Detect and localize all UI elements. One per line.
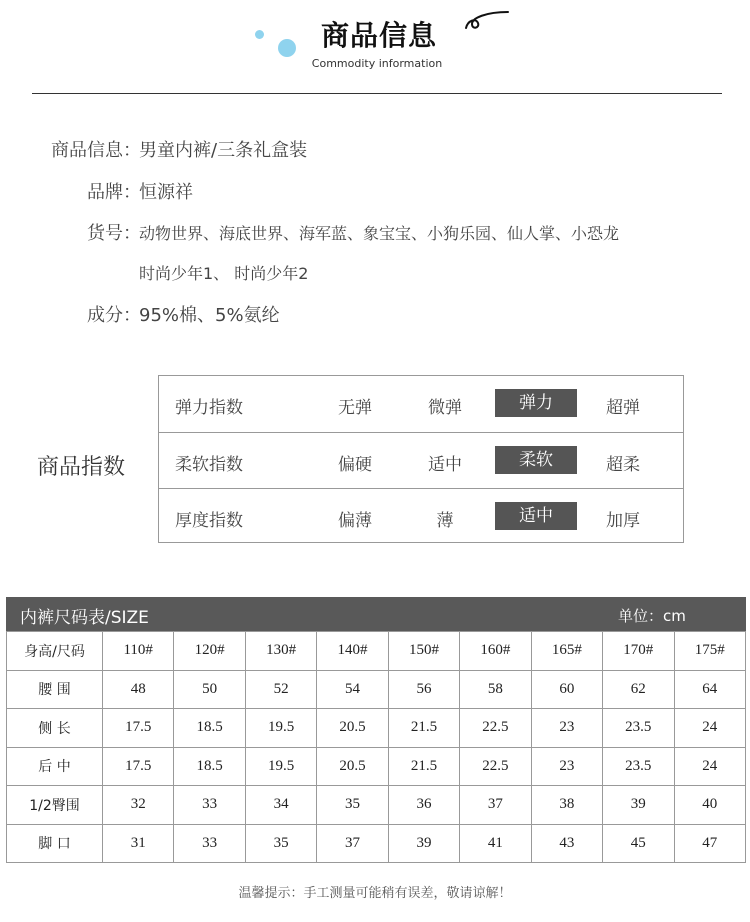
table-cell: 34 <box>245 786 316 825</box>
table-cell: 41 <box>460 824 531 863</box>
info-label-item-no: 货号 <box>87 223 123 244</box>
table-cell: 35 <box>245 824 316 863</box>
index-option: 偏硬 <box>338 455 372 475</box>
table-cell: 21.5 <box>388 747 459 786</box>
index-option-selected: 弹力 <box>495 389 577 417</box>
info-label-composition: 成分 <box>87 305 123 326</box>
table-cell: 22.5 <box>460 709 531 748</box>
decorative-dot-small <box>255 30 264 39</box>
table-cell: 39 <box>388 824 459 863</box>
table-cell: 52 <box>245 670 316 709</box>
table-size-header: 120# <box>174 632 245 671</box>
decorative-dot-large <box>278 39 296 57</box>
table-row <box>7 747 746 786</box>
index-option: 无弹 <box>338 398 372 418</box>
table-cell: 23 <box>531 709 602 748</box>
table-row <box>7 670 746 709</box>
table-size-header: 170# <box>603 632 674 671</box>
index-option: 超弹 <box>606 398 640 418</box>
table-cell: 45 <box>603 824 674 863</box>
table-cell: 24 <box>674 747 746 786</box>
info-label-product: 商品信息 <box>51 140 123 161</box>
table-cell: 37 <box>317 824 388 863</box>
table-cell: 22.5 <box>460 747 531 786</box>
table-cell: 18.5 <box>174 747 245 786</box>
size-table-header-bar <box>6 597 746 631</box>
table-cell: 19.5 <box>245 747 316 786</box>
table-cell: 18.5 <box>174 709 245 748</box>
info-separator: ： <box>123 223 141 244</box>
table-cell: 21.5 <box>388 709 459 748</box>
table-cell: 62 <box>603 670 674 709</box>
size-table <box>6 631 746 863</box>
info-value-brand: 恒源祥 <box>139 182 193 203</box>
index-row-thickness <box>159 488 683 543</box>
table-cell: 38 <box>531 786 602 825</box>
info-separator: ： <box>123 305 141 326</box>
table-size-header: 130# <box>245 632 316 671</box>
section-title: 商品信息 <box>320 19 437 52</box>
size-table-unit: 单位：cm <box>618 607 686 625</box>
index-option-selected: 柔软 <box>495 446 577 474</box>
table-row-label: 1/2臀围 <box>7 786 103 825</box>
table-row-label: 后 中 <box>7 747 103 786</box>
index-name: 厚度指数 <box>175 511 243 531</box>
table-row <box>7 632 746 671</box>
table-cell: 56 <box>388 670 459 709</box>
index-option: 超柔 <box>606 455 640 475</box>
index-option: 加厚 <box>606 511 640 531</box>
table-cell: 20.5 <box>317 709 388 748</box>
table-cell: 32 <box>103 786 174 825</box>
section-subtitle: Commodity information <box>311 57 443 70</box>
info-value-item-no-line2: 时尚少年1、 时尚少年2 <box>139 264 309 283</box>
table-cell: 33 <box>174 824 245 863</box>
table-header-label: 身高/尺码 <box>7 632 103 671</box>
size-table-title: 内裤尺码表/SIZE <box>20 608 149 628</box>
index-name: 弹力指数 <box>175 398 243 418</box>
index-option: 偏薄 <box>338 511 372 531</box>
table-cell: 23.5 <box>603 747 674 786</box>
info-separator: ： <box>123 140 141 161</box>
table-cell: 50 <box>174 670 245 709</box>
table-cell: 35 <box>317 786 388 825</box>
measurement-note: 温馨提示：手工测量可能稍有误差，敬请谅解！ <box>238 886 512 901</box>
index-option: 适中 <box>428 455 462 475</box>
table-row <box>7 709 746 748</box>
table-cell: 54 <box>317 670 388 709</box>
index-name: 柔软指数 <box>175 455 243 475</box>
info-label-brand: 品牌 <box>87 182 123 203</box>
table-size-header: 160# <box>460 632 531 671</box>
table-cell: 36 <box>388 786 459 825</box>
table-row-label: 脚 口 <box>7 824 103 863</box>
info-row-item-no <box>83 219 619 245</box>
table-cell: 23 <box>531 747 602 786</box>
swirl-decoration-icon <box>462 6 512 32</box>
table-cell: 23.5 <box>603 709 674 748</box>
header-divider <box>32 93 722 94</box>
table-cell: 31 <box>103 824 174 863</box>
index-option-selected: 适中 <box>495 502 577 530</box>
table-cell: 40 <box>674 786 746 825</box>
table-cell: 17.5 <box>103 709 174 748</box>
table-size-header: 140# <box>317 632 388 671</box>
table-cell: 24 <box>674 709 746 748</box>
table-cell: 39 <box>603 786 674 825</box>
table-row <box>7 786 746 825</box>
info-value-composition: 95%棉、5%氨纶 <box>139 305 280 326</box>
table-size-header: 165# <box>531 632 602 671</box>
table-cell: 33 <box>174 786 245 825</box>
info-row-product <box>43 136 307 162</box>
table-cell: 64 <box>674 670 746 709</box>
index-row-softness <box>159 432 683 487</box>
table-size-header: 110# <box>103 632 174 671</box>
table-cell: 60 <box>531 670 602 709</box>
info-separator: ： <box>123 182 141 203</box>
table-row-label: 腰 围 <box>7 670 103 709</box>
info-value-item-no-line1: 动物世界、海底世界、海军蓝、象宝宝、小狗乐园、仙人掌、小恐龙 <box>139 224 620 243</box>
table-row <box>7 824 746 863</box>
table-cell: 58 <box>460 670 531 709</box>
table-cell: 37 <box>460 786 531 825</box>
info-row-composition <box>83 301 280 327</box>
info-row-brand <box>83 178 193 204</box>
table-size-header: 150# <box>388 632 459 671</box>
table-row-label: 侧 长 <box>7 709 103 748</box>
index-row-elasticity <box>159 376 683 431</box>
index-option: 微弹 <box>428 398 462 418</box>
table-cell: 20.5 <box>317 747 388 786</box>
table-cell: 47 <box>674 824 746 863</box>
table-cell: 48 <box>103 670 174 709</box>
index-title: 商品指数 <box>37 455 126 480</box>
table-cell: 43 <box>531 824 602 863</box>
table-cell: 19.5 <box>245 709 316 748</box>
info-value-product: 男童内裤/三条礼盒装 <box>139 140 308 161</box>
index-box <box>158 375 684 543</box>
table-size-header: 175# <box>674 632 746 671</box>
table-cell: 17.5 <box>103 747 174 786</box>
index-option: 薄 <box>436 511 454 531</box>
